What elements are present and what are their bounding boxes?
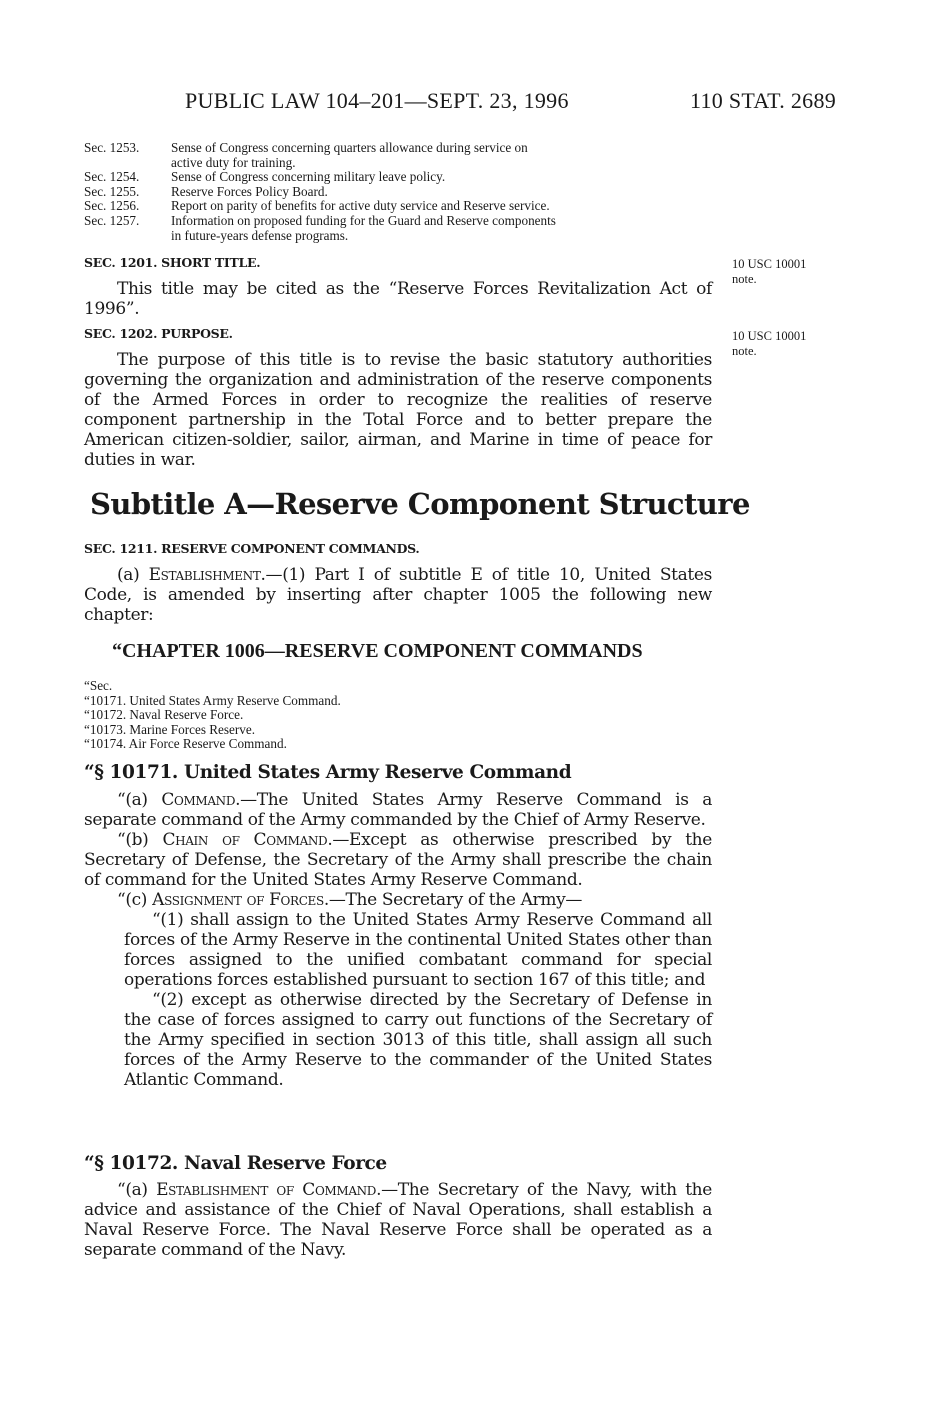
body-paragraph: The purpose of this title is to revise the basic statutory authorities governing the organization and administration of the reserve components of the Armed Forces in order to recognize the realities of reserve component partnership in the Total Force and to better prepare the American citizen-soldier, sailor, airman, and Marine in time of peace for duties in war.: [84, 350, 712, 470]
section-10171-heading: “§ 10171. United States Army Reserve Command: [84, 762, 572, 783]
toc-item: [84, 170, 714, 185]
chapter-heading: “CHAPTER 1006—RESERVE COMPONENT COMMANDS: [112, 640, 643, 662]
toc-text: Report on parity of benefits for active duty service and Reserve service.: [171, 198, 550, 214]
chapter-list-item: “Sec.: [84, 678, 113, 693]
toc-item: [84, 199, 714, 214]
chapter-section-list: [84, 679, 341, 752]
toc-num: Sec. 1255.: [84, 183, 140, 199]
toc-num: Sec. 1254.: [84, 169, 140, 185]
section-heading: SEC. 1201. SHORT TITLE.: [84, 255, 261, 270]
margin-note: 10 USC 10001 note.: [732, 257, 807, 286]
toc-text: in future-years defense programs.: [171, 227, 349, 243]
chapter-list-item: “10174. Air Force Reserve Command.: [84, 736, 287, 752]
subtitle-heading: Subtitle A—Reserve Component Structure: [90, 487, 750, 521]
toc-text: Sense of Congress concerning quarters allowance during service on: [171, 140, 528, 155]
table-of-contents: [84, 141, 714, 243]
chapter-list-item: “10171. United States Army Reserve Command.: [84, 692, 341, 708]
section-10172-heading: “§ 10172. Naval Reserve Force: [84, 1153, 387, 1174]
toc-text: Reserve Forces Policy Board.: [171, 183, 328, 199]
section-heading: SEC. 1202. PURPOSE.: [84, 326, 233, 341]
toc-num: Sec. 1257.: [84, 212, 140, 228]
body-paragraph: “(a) Establishment of Command.—The Secretary of the Navy, with the advice and assistance of the Chief of Naval Operations, shall establish a Naval Reserve Force. The Naval Reserve Force shall be operated as a separate command of the Navy.: [84, 1180, 712, 1260]
page-number: 110 STAT. 2689: [690, 88, 837, 113]
toc-text: Information on proposed funding for the Guard and Reserve components: [171, 212, 556, 228]
toc-num: Sec. 1256.: [84, 198, 140, 214]
toc-num: Sec. 1253.: [84, 140, 140, 155]
toc-text: Sense of Congress concerning military leave policy.: [171, 169, 446, 185]
body-paragraph: “(a) Command.—The United States Army Reserve Command is a separate command of the Army commanded by the Chief of Army Reserve. “(b) Chain of Command.—Except as otherwise prescribed by the Secretary of Defense, the Secretary of the Army shall prescribe the chain of command for the United States Army Reserve Command. “(c) Assignment of Forces.—The Secretary of the Army— “(1) shall assign to the United States Army Reserve Command all forces of the Army Reserve in the continental United States other than forces assigned to the unified combatant command for special operations forces established pursuant to section 167 of this title; and “(2) except as otherwise directed by the Secretary of Defense in the case of forces assigned to carry out functions of the Secretary of the Army specified in section 3013 of this title, shall assign all such forces of the Army Reserve to the commander of the United States Atlantic Command.: [84, 790, 712, 1090]
toc-item: [84, 185, 714, 200]
toc-item: [84, 141, 714, 156]
section-heading: SEC. 1211. RESERVE COMPONENT COMMANDS.: [84, 541, 420, 556]
running-header-title: PUBLIC LAW 104–201—SEPT. 23, 1996: [185, 88, 569, 113]
chapter-list-item: “10173. Marine Forces Reserve.: [84, 721, 256, 737]
toc-text: active duty for training.: [171, 154, 296, 170]
margin-note: 10 USC 10001 note.: [732, 329, 807, 358]
chapter-list-item: “10172. Naval Reserve Force.: [84, 707, 244, 723]
body-paragraph: This title may be cited as the “Reserve Forces Revitalization Act of 1996”.: [84, 279, 712, 319]
toc-item: [84, 214, 714, 229]
body-paragraph: (a) Establishment.—(1) Part I of subtitle E of title 10, United States Code, is amended by inserting after chapter 1005 the following new chapter:: [84, 565, 712, 625]
